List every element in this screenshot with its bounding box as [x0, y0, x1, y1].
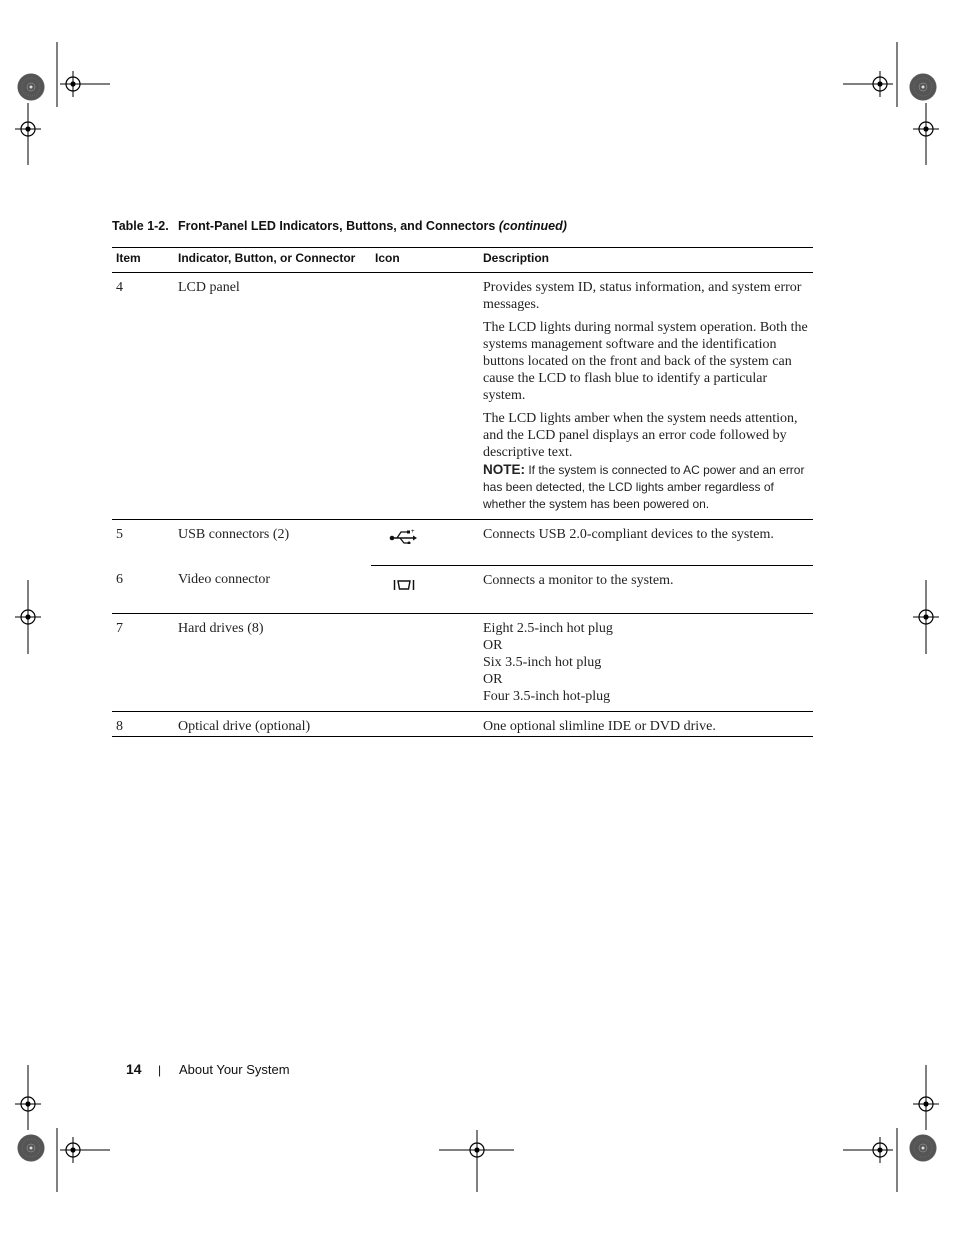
footer-section-title: About Your System: [179, 1062, 290, 1077]
footer-separator: |: [158, 1063, 162, 1077]
table-number: Table 1-2.: [112, 219, 169, 233]
table-row: [112, 273, 813, 520]
cell-name: Video connector: [174, 565, 371, 614]
header-icon: Icon: [371, 248, 479, 273]
cell-icon: [371, 614, 479, 712]
description-line: OR: [483, 672, 503, 687]
cell-item: 6: [112, 565, 174, 614]
page-number: 14: [126, 1061, 142, 1077]
cell-name: USB connectors (2): [178, 527, 290, 542]
description-line: Four 3.5-inch hot-plug: [483, 689, 611, 704]
table-continued: (continued): [498, 219, 567, 233]
note: [483, 461, 809, 513]
cell-description: [479, 273, 813, 520]
video-connector-icon: [393, 578, 415, 592]
cell-icon: [371, 712, 479, 737]
cell-description: One optional slimline IDE or DVD drive.: [479, 712, 813, 737]
cell-icon: [371, 520, 479, 566]
cell-item: 7: [112, 614, 174, 712]
cell-description: Connects USB 2.0-compliant devices to the system.: [479, 520, 813, 566]
table-row: [112, 614, 813, 712]
description-paragraph: The LCD lights amber when the system needs attention, and the LCD panel displays an error code followed by descriptive text.: [483, 411, 798, 460]
usb-icon: [389, 528, 417, 544]
cell-name: LCD panel: [174, 273, 371, 520]
cell-name: Hard drives (8): [174, 614, 371, 712]
cell-item: 4: [112, 273, 174, 520]
table-header-row: [112, 248, 813, 273]
cell-item: 5: [116, 527, 123, 542]
cell-description: [479, 614, 813, 712]
header-item: Item: [112, 248, 174, 273]
description-paragraph: The LCD lights during normal system operation. Both the systems management software and the identification buttons located on the front and back of the system can cause the LCD to flash blue to identify a particular system.: [483, 320, 808, 403]
cell-icon: [371, 565, 479, 614]
table-caption: [112, 219, 567, 233]
svg-text:+: +: [411, 529, 415, 535]
front-panel-table: [112, 247, 813, 737]
table-row: [112, 565, 813, 614]
cell-name: Optical drive (optional): [174, 712, 371, 737]
description-paragraph: Provides system ID, status information, and system error messages.: [483, 280, 802, 312]
note-label: NOTE:: [483, 462, 525, 477]
description-line: Eight 2.5-inch hot plug: [483, 621, 613, 636]
description-line: OR: [483, 638, 503, 653]
cell-description: Connects a monitor to the system.: [479, 565, 813, 614]
table-row: [112, 712, 813, 737]
header-indicator: Indicator, Button, or Connector: [174, 248, 371, 273]
description-line: Six 3.5-inch hot plug: [483, 655, 602, 670]
cell-icon: [371, 273, 479, 520]
table-row: [112, 520, 813, 566]
cell-item: 8: [112, 712, 174, 737]
note-text: If the system is connected to AC power and an error has been detected, the LCD lights amber regardless of whether the system has been powered on.: [483, 463, 805, 511]
table-title: Front-Panel LED Indicators, Buttons, and Connectors: [178, 219, 496, 233]
header-description: Description: [479, 248, 813, 273]
